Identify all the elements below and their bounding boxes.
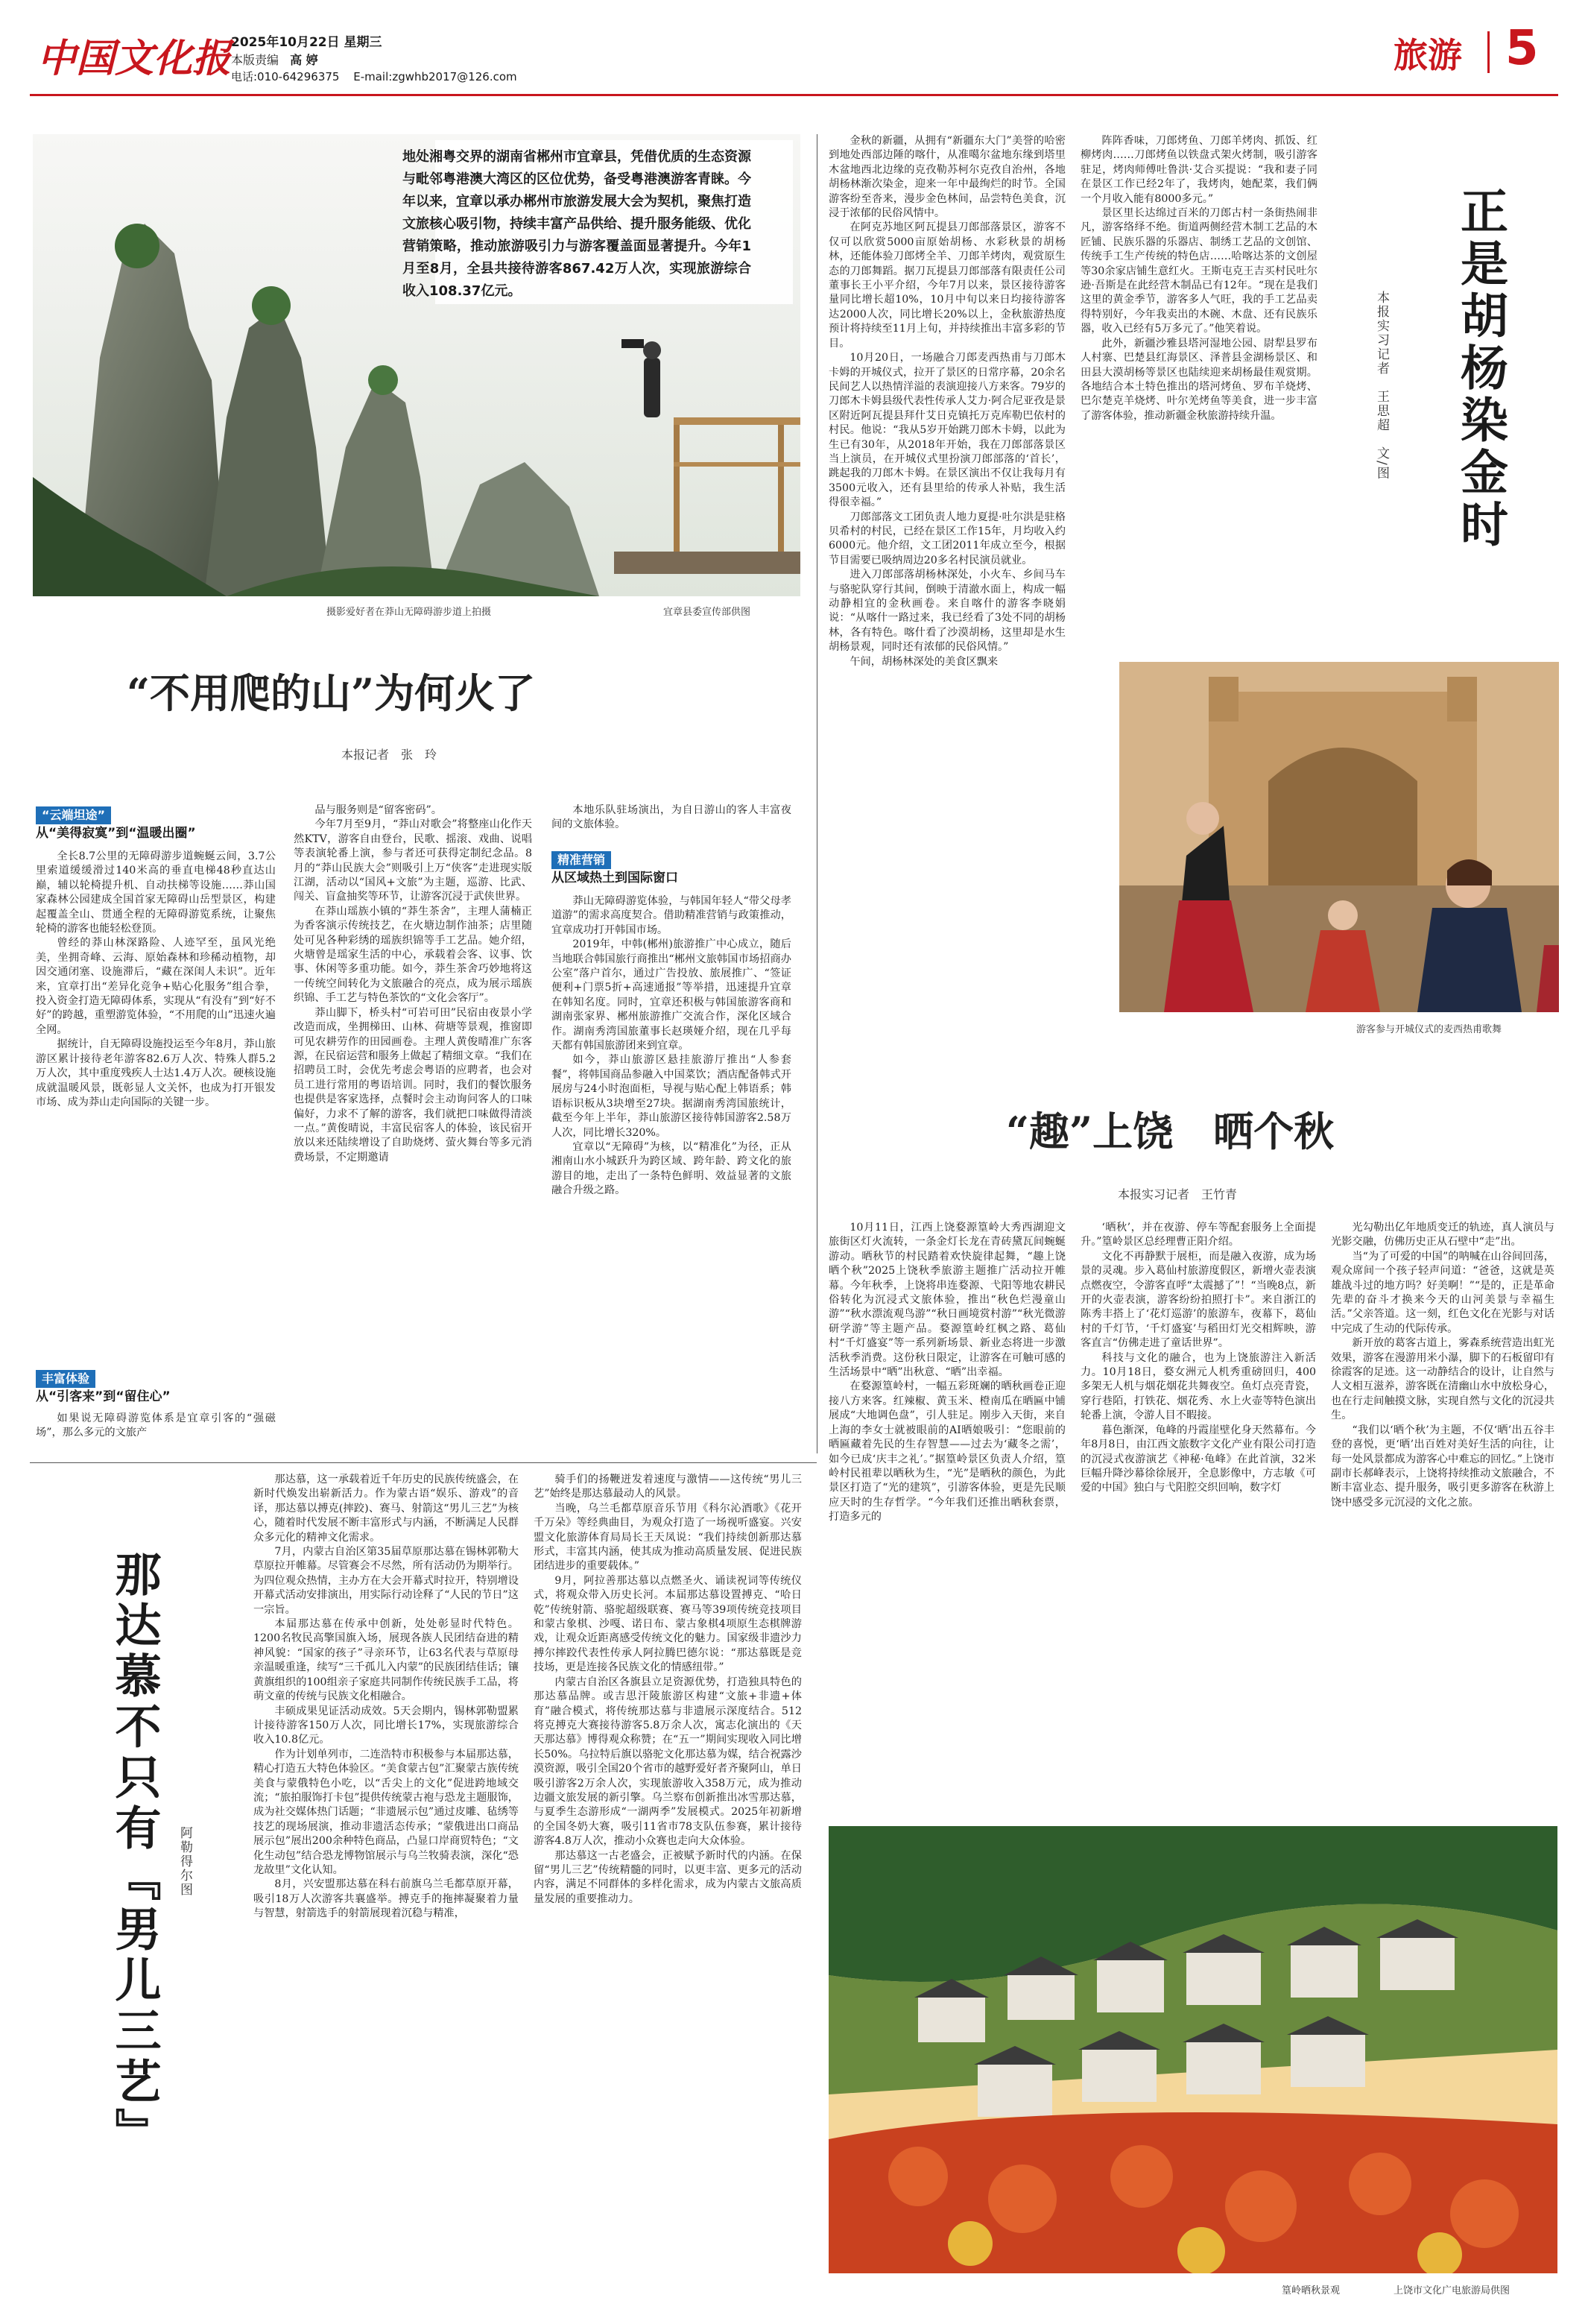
subhead-title: 从“美得寂寞”到“温暖出圈”: [36, 826, 196, 841]
nadam-title: 那达慕不只有『男儿三艺』: [107, 1550, 162, 2159]
paragraph: 2019年，中韩(郴州)旅游推广中心成立，随后当地联合韩国旅行商推出“郴州文旅韩国市场招商办公室”落户首尔，通过广告投放、旅展推广、“签证便利+门票5折+高速通报”等举措，迅速提升宜章在韩知名度。同时，宜章还积极与韩国旅游客商和湖南张家界、郴州旅游推广交流合作，深化区域合作。湖南秀湾国旅董事长赵瑛娅介绍，现在几乎每天都有韩国旅游团来到宜章。: [551, 938, 791, 1052]
paragraph: 在阿克苏地区阿瓦提县刀郎部落景区，游客不仅可以欣赏5000亩原始胡杨、水彩秋景的胡杨林，还能体验刀郎烤全羊、刀郎羊烤肉，观赏原生态的刀郎舞蹈。据刀瓦提县刀郎部落有限责任公司董事长王小平介绍，今年7月以来，景区接待游客量同比增长超10%，10月中旬以来日均接待游客达2000人次，同比增长20%以上，金秋旅游热度预计将持续至11月上旬，并持续推出丰富多彩的节目。: [829, 221, 1066, 350]
huyang-photo-art: [1119, 662, 1559, 1012]
paragraph: 莽山无障碍游览体验，与韩国年轻人“带父母孝道游”的需求高度契合。借助精准营销与政策推动，宜章成功打开韩国市场。: [551, 895, 791, 936]
paragraph: 9月，阿拉善那达慕以点燃圣火、诵读祝词等传统仪式，将观众带入历史长河。本届那达慕设置搏克、“哈日乾”传统射箭、骆驼超级联赛、赛马等39项传统竞技项目和蒙古象棋、沙嘎、诺日布、蒙古象棋4项原生态棋牌游戏，让观众近距离感受传统文化的魅力。国家级非遗沙力搏尔摔跤代表性传承人阿拉腾巴德尔说：“那达慕既是竞技场，更是连接各民族文化的情感纽带。”: [534, 1574, 802, 1674]
paragraph: ‘晒秋’，并在夜游、停车等配套服务上全面提升。”篁岭景区总经理曹正阳介绍。: [1081, 1222, 1316, 1248]
nadam-col-2: [534, 1473, 802, 2293]
shangrao-byline: 本报实习记者 王竹青: [1118, 1187, 1238, 1202]
shangrao-col-3: [1331, 1221, 1554, 1810]
mangshan-col-1: [36, 850, 276, 1362]
section-divider: [1487, 31, 1490, 73]
huyang-photo: [1119, 662, 1559, 1012]
shangrao-col-1: [829, 1221, 1066, 1810]
paragraph: 午间，胡杨林深处的美食区飘来: [850, 655, 999, 668]
paragraph: 本地乐队驻场演出，为自日游山的客人丰富夜间的文旅体验。: [551, 804, 791, 831]
paragraph: 当“为了可爱的中国”的呐喊在山谷间回荡，观众席间一个孩子轻声问道：“爸爸，这就是英雄战斗过的地方吗？好美啊！”“是的，正是革命先辈的奋斗才换来今天的山河美景与幸福生活。”父亲答道。这一刻，红色文化在光影与对话中完成了生动的代际传承。: [1331, 1250, 1554, 1335]
mangshan-col-3: [551, 803, 791, 836]
contact-line: [231, 69, 517, 84]
editor-label: 本版责编: [231, 53, 279, 67]
mangshan-photo-caption: 摄影爱好者在莽山无障碍游步道上拍摄: [326, 607, 492, 618]
shangrao-photo: [829, 1826, 1557, 2273]
mangshan-subhead-2: [36, 1370, 274, 1406]
paragraph: 10月20日，一场融合刀郎麦西热甫与刀郎木卡姆的开城仪式，拉开了景区的日常序幕，20余名民间艺人以热情洋溢的表演迎接八方来客。79岁的刀郎木卡姆县级代表性传承人艾力·阿合尼亚孜是景区附近阿瓦提县拜什艾日克镇托万克库勒巴依村的村民。他说：“我从5岁开始跳刀郎木卡姆，以此为生已有30年，从2018年开始，我在刀郎部落景区当上演员，在开城仪式里扮演刀郎部落的‘首长’，跳起我的刀郎木卡姆。在景区演出不仅让我每月有3500元收入，还有县里给的传承人补贴，我生活得很幸福。”: [829, 352, 1066, 509]
paragraph: 当晚，乌兰毛都草原音乐节用《科尔沁酒歌》《花开千万朵》等经典曲目，为观众打造了一场视听盛宴。兴安盟文化旅游体育局局长王天凤说：“我们持续创新那达慕形式，丰富其内涵，使其成为推动高质量发展、促进民族团结进步的重要载体。”: [534, 1502, 802, 1573]
email-text: E-mail:zgwhb2017@126.com: [353, 70, 517, 83]
huyang-col-2: [1081, 134, 1317, 648]
huyang-col-1: [829, 134, 1066, 1078]
paragraph: 暮色渐深，龟峰的丹霞崖壁化身天然幕布。今年8月8日，由江西文旅数字文化产业有限公司打造的沉浸式夜游演艺《神秘·龟峰》在此首演，32米巨幅升降沙幕徐徐展开，全息影像中，方志敏《可爱的中国》独白与弋阳腔交织回响，数字灯: [1081, 1424, 1316, 1494]
paragraph: 8月，兴安盟那达慕在科右前旗乌兰毛都草原开幕，吸引18万人次游客共襄盛举。搏克手的拖摔凝聚着力量与智慧，射箭选手的射箭展现着沉稳与精准，: [253, 1878, 519, 1920]
mangshan-subhead-3: [551, 851, 790, 887]
mangshan-col-1b: [36, 1412, 276, 1455]
editor-line: [231, 51, 318, 68]
subhead-tag: 丰富体验: [36, 1370, 95, 1388]
section-name: 旅游: [1394, 35, 1462, 75]
paragraph: 7月，内蒙古自治区第35届草原那达慕在锡林郭勒大草原拉开帷幕。尽管赛会不尽然，所有活动仍为期举行。为四位观众热情，主办方在大会开幕式时拉开，特别增设开幕式活动安排演出，用实际行动诠释了“人民的节日”这一宗旨。: [253, 1546, 519, 1616]
paragraph: 骑手们的扬鞭迸发着速度与激情——这传统“男儿三艺”始终是那达慕最动人的风景。: [534, 1474, 802, 1500]
paragraph: 内蒙古自治区各旗县立足资源优势，打造独具特色的那达慕品牌。或吉思汗陵旅游区构建“文旅+非遗+体育”融合模式，将传统那达慕与非遗展示深度结合。512将克搏克大赛接待游客5.8万余人次，寓志化演出的《天天那达慕》博得观众称赞；在“五一”期间实现收入同比增长50%。乌拉特后旗以骆驼文化那达慕为媒，结合祝露沙漠资源，吸引全国20个省市的越野爱好者齐聚阿山，单日吸引游客2万余人次，实现旅游收入358万元，成为推动边疆文旅发展的新引擎。乌兰察布创新推出冰雪那达慕，与夏季生态游形成“一湖两季”发展模式。2025年初新增的全国冬奶大赛，吸引11省市78支队伍参赛，累计接待游客4.8万人次，推动小众赛也走向大众体验。: [534, 1676, 802, 1848]
nadam-byline: 阿勒得尔图: [177, 1826, 192, 1897]
huyang-byline: 本报实习记者 王思超 文/图: [1374, 291, 1389, 481]
paragraph: 本届那达慕在传承中创新，处处彰显时代特色。1200名牧民高擎国旗入场，展现各族人民团结奋进的精神风貌：“国家的孩子”寻亲环节，让63名代表与草原母亲温暖重逢，续写“三千孤儿入内蒙”的民族团结佳话；镶黄旗组织的100组亲子家庭共同制作传统民族手工品，将萌文童的传统与民族文化相融合。: [253, 1618, 519, 1703]
paragraph: 阵阵香味，刀郎烤鱼、刀郎羊烤肉、抓饭、红柳烤肉……刀郎烤鱼以铁盘式架火烤制，吸引游客驻足，烤肉师傅吐鲁洪·艾合买提说：“我和妻子同在景区工作已经2年了，我烤肉，她配菜，我们俩一个月收入能有8000多元。”: [1081, 135, 1317, 205]
shangrao-col-2: [1081, 1221, 1316, 1810]
paragraph: 景区里长达绵过百米的刀郎古村一条街热闹非凡，游客络绎不绝。街道两侧经营木制工艺品的木匠铺、民族乐器的乐器店、制绣工艺品的文创馆、传统手工生产传统的特色店……哈喀达茶的文创屋等30余家店铺生意红火。王斯屯克王吉买村民吐尔逊·吾斯是在此经营木制品已有12年。“现在是我们这里的黄金季节，游客多人气旺，我的手工艺品卖得特别好，今年我卖出的木碗、木盘、还有民族乐器，收入已经有5万多元了。”他笑着说。: [1081, 207, 1317, 335]
paragraph: 在莽山瑶族小镇的“莽生茶舍”，主理人蒲楠正为香客演示传统技艺，在火塘边制作油茶；店里随处可见各种彩绣的瑶族织锦等手工艺品。她介绍，火塘曾是瑶家生活的中心，承载着会客、议事、饮事、休闲等多重功能。如今，莽生茶舍巧妙地将这一传统空间转化为文旅融合的亮点，成为展示瑶族织锦、手工艺与特色茶饮的“文化会客厅”。: [294, 905, 532, 1005]
masthead: [30, 21, 1558, 92]
subhead-tag: 精准营销: [551, 851, 611, 869]
paragraph: 在婺源篁岭村，一幅五彩斑斓的晒秋画卷正迎接八方来客。红辣椒、黄玉米、橙南瓜在晒匾中铺展成“大地调色盘”，引人驻足。刚步入天街，来自上海的李女士就被眼前的AI晒娘吸引：“您眼前的晒匾藏着先民的生存智慧——过去为‘藏冬之需’，如今已成‘庆丰之礼’。”据篁岭景区负责人介绍，篁岭村民祖辈以晒秋为生，“光”是晒秋的颜色，为此景区打造了“光的建筑”，引游客体验，更是先民顺应天时的生存哲学。“今年我们还推出晒秋套票，打造多元的: [829, 1380, 1066, 1523]
subhead-title: 从“引客来”到“留住心”: [36, 1389, 171, 1404]
newspaper-logo: 中国文化报: [37, 36, 232, 81]
paragraph: 丰硕成果见证活动成效。5天会期内，锡林郭勒盟累计接待游客150万人次，同比增长17%，实现旅游综合收入10.8亿元。: [253, 1705, 519, 1746]
paragraph: 全长8.7公里的无障碍游步道蜿蜒云间，3.7公里索道缓缓滑过140米高的垂直电梯48秒直达山巅，辅以轮椅提升机、自动扶梯等设施……莽山国家森林公园建成全国首家无障碍山岳型景区，构建起覆盖全山、贯通全程的无障碍游览系统，让聚焦轮椅的游客也能轻松登顶。: [36, 850, 276, 935]
paragraph: 10月11日，江西上饶婺源篁岭大秀西湖迎文旅街区灯火流转，一条金灯长龙在青砖黛瓦间蜿蜒游动。晒秋节的村民踏着欢快旋律起舞，“趣上饶 晒个秋”2025上饶秋季旅游主题推广活动拉开帷幕。今年秋季，上饶将串连婺源、弋阳等地农耕民俗转化为沉浸式文旅体验，推出“秋色烂漫童山游”“秋水漂流观鸟游”“秋日画境赏村游”“秋光微游研学游”等主题产品。婺源篁岭红枫之路、葛仙村“千灯盛宴”等一系列新场景、新业态将进一步激活秋季消费。这份秋日限定，让游客在可触可感的生活场景中“晒”出秋意、“晒”出幸福。: [829, 1222, 1066, 1379]
paragraph: 那达慕，这一承载着近千年历史的民族传统盛会，在新时代焕发出崭新活力。作为蒙古语“娱乐、游戏”的音译，那达慕以搏克(摔跤)、赛马、射箭这“男儿三艺”为核心，随着时代发展不断丰富形式与内涵，不断满足人民群众多元化的精神文化需求。: [253, 1474, 519, 1544]
huyang-photo-caption: 游客参与开城仪式的麦西热甫歌舞: [1356, 1024, 1502, 1035]
paragraph: 今年7月至9月，“莽山对歌会”将整座山化作天然KTV，游客自由登台，民歌、摇滚、戏曲、说唱等表演轮番上演，参与者还可获得定制纪念品。8月的“莽山民族大会”则吸引上万“侠客”走进现实版江湖，活动以“国风+文旅”为主题，巡游、比武、闯关、盲盒抽奖等环节，让游客沉浸于武侠世界。: [294, 818, 532, 903]
paragraph: 宜章以“无障碍”为核，以“精准化”为径，正从湘南山水小城跃升为跨区域、跨年龄、跨文化的旅游目的地，走出了一条特色鲜明、效益显著的文旅融合升级之路。: [551, 1140, 791, 1197]
paragraph: 科技与文化的融合，也为上饶旅游注入新活力。10月18日，婺女洲元人机秀重磅回归，400多架无人机与烟花烟花共舞夜空。鱼灯点亮青瓷，穿行巷陌，打铁花、烟花秀、水上火壶等特色演出轮番上演，令游人目不暇接。: [1081, 1351, 1316, 1422]
masthead-rule: [30, 94, 1558, 96]
paragraph: 金秋的新疆，从拥有“新疆东大门”美誉的哈密到地处西部边陲的喀什，从准噶尔盆地东缘到塔里木盆地西北边缘的克孜勒苏柯尔克孜自治州，各地胡杨林渐次染金，迎来一年中最绚烂的时节。全国游客纷至沓来，漫步金色林间，品尝特色美食，沉浸于浓郁的民俗风情中。: [829, 135, 1066, 220]
mangshan-subhead-1: [36, 806, 274, 842]
paragraph: 文化不再静默于展柜，而是融入夜游，成为场景的灵魂。步入葛仙村旅游度假区，新增火壶表演点燃夜空，令游客直呼“太震撼了”！“当晚8点，新开的火壶表演，游客纷纷拍照打卡”。来自浙江的陈秀丰搭上了‘花灯巡游’的旅游车，夜幕下，葛仙村的千灯节，‘千灯盛宴’与稻田灯光交相辉映，游客直言“仿佛走进了童话世界”。: [1081, 1250, 1316, 1350]
phone-text: 电话:010-64296375: [231, 70, 340, 83]
paragraph: 刀郎部落文工团负责人地力夏提·吐尔洪是驻格贝希村的村民，已经在景区工作15年，月均收入约6000元。他介绍，文工团2011年成立至今，根据节目需要已吸纳周边20多名村民演员就业。: [829, 511, 1066, 566]
subhead-title: 从区域热土到国际窗口: [551, 871, 678, 885]
page-number: 5: [1505, 21, 1539, 76]
paragraph: 光勾勒出亿年地质变迁的轨迹，真人演员与光影交融，仿佛历史正从石壁中“走”出。: [1331, 1222, 1554, 1248]
paragraph: 品与服务则是“留客密码”。: [314, 804, 442, 816]
paragraph: 作为计划单列市，二连浩特市积极参与本届那达慕，精心打造五大特色体验区。“美食蒙古包”汇聚蒙古族传统美食与蒙俄特色小吃，以“舌尖上的文化”促进跨地域交流；“旅拍服饰打卡包”提供传统蒙古袍与恐龙主题服饰，成为社交媒体热门话题；“非遗展示包”通过皮雕、毡绣等技艺的现场展演，推动非遗活态传承；“蒙俄进出口商品展示包”展出200余种特色商品，凸显口岸商贸特色；“文化生动包”结合恐龙博物馆展示与乌兰牧骑表演，深化“恐龙故里”文化认知。: [253, 1748, 519, 1876]
huyang-title: 正是胡杨染金时: [1452, 186, 1508, 552]
paragraph: “我们以‘晒个秋’为主题，不仅‘晒’出五谷丰登的喜悦，更‘晒’出百姓对美好生活的向往，让每一处风景都成为游客心中难忘的回忆。”上饶市副市长郝峰表示，上饶将持续推动文旅融合，不断丰富业态、提升服务，吸引更多游客在秋游上饶中感受多元沉浸的文化之旅。: [1331, 1424, 1554, 1509]
paragraph: 如果说无障碍游览体系是宜章引客的“强磁场”，那么多元的文旅产: [36, 1412, 276, 1439]
paragraph: 进入刀郎部落胡杨林深处，小火车、乡间马车与骆驼队穿行其间，倒映于清澈水面上，构成一幅动静相宜的金秋画卷。来自喀什的游客李晓娟说：“从喀什一路过来，我已经看了3处不同的胡杨林，各有特色。喀什看了沙漠胡杨，这里却是水生胡杨景观，同时还有浓郁的民俗风情。”: [829, 569, 1066, 654]
paragraph: 新开放的葛客古道上，雾森系统营造出虹光效果，游客在漫游用米小瀑，脚下的石板留印有徐霞客的足迹。这一动静结合的设计，让自然与人文相互滋养，游客既在清幽山水中放松身心，也在行走间触摸文脉，实现自然与文化的沉浸共生。: [1331, 1337, 1554, 1422]
paragraph: 莽山脚下，桥头村“可岩可田”民宿由夜景小学改造而成，坐拥梯田、山林、荷塘等景观，推窗即可见农耕劳作的田园画卷。主理人黄俊晴准广东客源，在民宿运营和服务上做起了精细文章。“我们在招聘员工时，会优先考虑会粤语的应聘者，也会对员工进行常用的粤语培训。同时，我们的餐饮服务也提供是客家选择，点餐时会主动询问客人的口味偏好，力求不了解的游客，我们就把口味做得清淡一点。”黄俊晴说，丰富民宿客人的体验，该民宿开放以来还陆续增设了自助烧烤、萤火舞台等多元消费场景，不定期邀请: [294, 1006, 532, 1163]
mangshan-col-2: [294, 803, 532, 1455]
paragraph: 如今，莽山旅游区悬挂旅游厅推出“人参套餐”，将韩国商品参融入中国菜饮；酒店配备韩式开展房与24小时泡面柜，导视与贴心配上韩语系；韩语标识板从3块增至27块。据湖南秀湾国旅统计，截至今年上半年，莽山旅游区接待韩国游客2.58万人次，同比增长320%。: [551, 1054, 791, 1139]
nadam-col-1: [253, 1473, 519, 2293]
mangshan-lead: 地处湘粤交界的湖南省郴州市宜章县，凭借优质的生态资源与毗邻粤港澳大湾区的区位优势，备受粤港澳游客青睐。今年以来，宜章以承办郴州市旅游发展大会为契机，聚焦打造文旅核心吸引物，持续丰富产品供给、提升服务能级、优化营销策略，推动旅游吸引力与游客覆盖面显著提升。今年1月至8月，全县共接待游客867.42万人次，实现旅游综合收入108.37亿元。: [402, 149, 751, 299]
paragraph: 据统计，自无障碍设施投运至今年8月，莽山旅游区累计接待老年游客82.6万人次、特殊人群5.2万人次，其中重度残疾人士达1.4万人次。硬核设施成就温暖风景，既彰显人文关怀，也成为打开银发市场、成为莽山走向国际的关键一步。: [36, 1038, 276, 1108]
paragraph: 那达慕这一古老盛会，正被赋予新时代的内涵。在保留“男儿三艺”传统精髓的同时，以更丰富、更多元的活动内容，满足不同群体的多样化需求，成为内蒙古文旅高质量发展的重要推动力。: [534, 1849, 802, 1905]
shangrao-photo-caption: 篁岭晒秋景观: [1282, 2285, 1341, 2296]
mangshan-title: “不用爬的山”为何火了: [127, 669, 536, 717]
subhead-tag: “云端坦途”: [36, 806, 111, 824]
shangrao-photo-credit: 上饶市文化广电旅游局供图: [1394, 2285, 1511, 2296]
section-divider-bottom: [30, 1462, 817, 1463]
paragraph: 曾经的莽山林深路险、人迹罕至，虽风光绝美，坐拥奇峰、云海、原始森林和珍稀动植物，却因交通闭塞、设施滞后，“藏在深闺人未识”。近年来，宜章打出“差异化竞争+贴心化服务”组合拳，投入资金打造无障碍体系，实现从“有没有”到“好不好”的跨越，重塑游览体验，“不用爬的山”迅速火遍全网。: [36, 937, 276, 1036]
issue-date: 2025年10月22日 星期三: [231, 35, 382, 50]
shangrao-photo-art: [829, 1826, 1557, 2273]
mangshan-photo-credit: 宜章县委宣传部供图: [663, 607, 751, 618]
mangshan-byline: 本报记者 张 玲: [341, 748, 437, 762]
mangshan-col-3b: [551, 894, 791, 1455]
shangrao-title: “趣”上饶 晒个秋: [1006, 1108, 1335, 1155]
paragraph: 此外，新疆沙雅县塔河湿地公园、尉犁县罗布人村寨、巴楚县红海景区、泽普县金湖杨景区、和田县大漠胡杨等景区也陆续迎来胡杨最佳观赏期。各地结合本土特色推出的塔河烤鱼、罗布羊烧烤、巴尔楚克羊烧烤、叶尔羌烤鱼等美食，进一步丰富了游客体验，推动新疆金秋旅游持续升温。: [1081, 337, 1317, 422]
editor-name: 高 婷: [290, 53, 318, 67]
